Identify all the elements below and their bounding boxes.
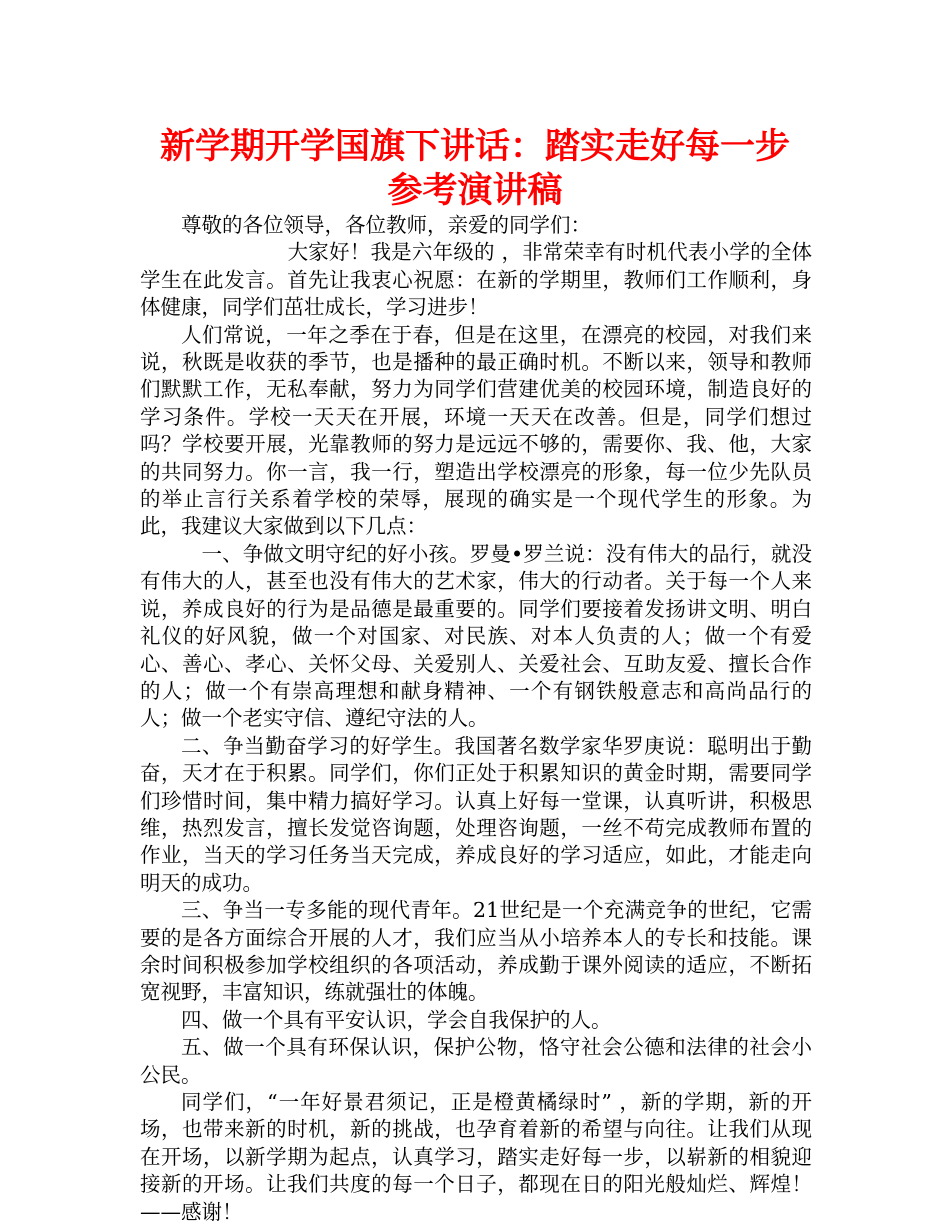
intro-paragraph: 人们常说，一年之季在于春，但是在这里，在漂亮的校园，对我们来说，秋既是收获的季节，也是播种的最正确时机。不断以来，领导和教师们默默工作，无私奉献，努力为同学们营建优美的校园环境，制造良好的学习条件。学校一天天在开展，环境一天天在改善。但是，同学们想过吗？学校要开展，光靠教师的努力是远远不够的，需要你、我、他，大家的共同努力。你一言，我一行，塑造出学校漂亮的形象，每一位少先队员的举止言行关系着学校的荣辱，展现的确实是一个现代学生的形象。为此，我建议大家做到以下几点：: [140, 322, 812, 539]
point-three-paragraph: 三、争当一专多能的现代青年。21世纪是一个充满竞争的世纪，它需要的是各方面综合开展的人才，我们应当从小培养本人的专长和技能。课余时间积极参加学校组织的各项活动，养成勤于课外阅读的适应，不断拓宽视野，丰富知识，练就强壮的体魄。: [140, 898, 812, 1005]
title-line-2: 参考演讲稿: [387, 171, 563, 211]
greeting-paragraph: 大家好！我是六年级的 ，非常荣幸有时机代表小学的全体学生在此发言。首先让我衷心祝愿：在新的学期里，教师们工作顺利，身体健康，同学们茁壮成长，学习进步！: [140, 240, 812, 320]
point-five-paragraph: 五、做一个具有环保认识，保护公物，恪守社会公德和法律的社会小公民。: [140, 1035, 812, 1087]
closing-paragraph: 同学们，“一年好景君须记，正是橙黄橘绿时” ，新的学期，新的开场，也带来新的时机，新的挑战，也孕育着新的希望与向往。让我们从现在开场，以新学期为起点，认真学习，踏实走好每一步，以崭新的相貌迎接新的开场。让我们共度的每一个日子，都现在日的阳光般灿烂、辉煌！——感谢！: [140, 1090, 812, 1224]
speech-body: [140, 212, 812, 1226]
point-one-paragraph: 一、争做文明守纪的好小孩。罗曼•罗兰说：没有伟大的品行，就没有伟大的人，甚至也没有伟大的艺术家，伟大的行动者。关于每一个人来说，养成良好的行为是品德是最重要的。同学们要接着发扬讲文明、明白礼仪的好风貌，做一个对国家、对民族、对本人负责的人；做一个有爱心、善心、孝心、关怀父母、关爱别人、关爱社会、互助友爱、擅长合作的人；做一个有崇高理想和献身精神、一个有钢铁般意志和高尚品行的人；做一个老实守信、遵纪守法的人。: [140, 541, 812, 731]
point-two-paragraph: 二、争当勤奋学习的好学生。我国著名数学家华罗庚说：聪明出于勤奋，天才在于积累。同学们，你们正处于积累知识的黄金时期，需要同学们珍惜时间，集中精力搞好学习。认真上好每一堂课，认真听讲，积极思维，热烈发言，擅长发觉咨询题，处理咨询题，一丝不苟完成教师布置的作业，当天的学习任务当天完成，养成良好的学习适应，如此，才能走向明天的成功。: [140, 733, 812, 895]
salutation-paragraph: 尊敬的各位领导，各位教师，亲爱的同学们：: [181, 213, 591, 237]
point-four-paragraph: 四、做一个具有平安认识，学会自我保护的人。: [181, 1007, 612, 1032]
title-line-1: 新学期开学国旗下讲话：踏实走好每一步: [159, 127, 790, 167]
